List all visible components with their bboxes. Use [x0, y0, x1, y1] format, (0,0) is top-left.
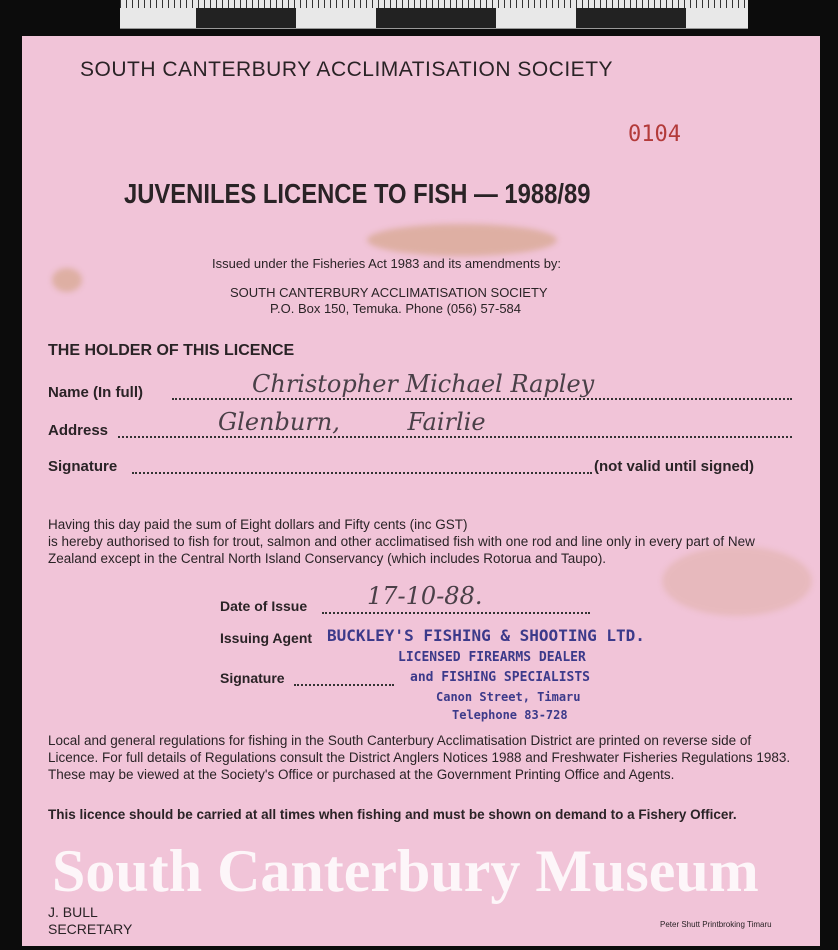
- payment-text: [48, 516, 798, 567]
- licence-document: [22, 36, 820, 946]
- ruler-block: [376, 8, 496, 28]
- museum-watermark: South Canterbury Museum: [52, 838, 759, 904]
- address-line: [118, 436, 792, 438]
- licence-title: JUVENILES LICENCE TO FISH — 1988/89: [124, 178, 591, 209]
- issuer-address: P.O. Box 150, Temuka. Phone (056) 57-584: [270, 301, 522, 316]
- stamp-line: Telephone 83-728: [452, 708, 568, 722]
- address-value: Glenburn, Fairlie: [218, 408, 486, 436]
- secretary-title: SECRETARY: [48, 921, 133, 937]
- name-value: Christopher Michael Rapley: [252, 370, 595, 398]
- authorisation-line: is hereby authorised to fish for trout, salmon and other acclimatised fish with one rod and line only in every part of New Zealand except in the Central North Island Conservancy (which includes Rotorua and Taupo).: [48, 534, 755, 566]
- signature-note: (not valid until signed): [594, 458, 754, 475]
- printer-credit: Peter Shutt Printbroking Timaru: [660, 920, 772, 929]
- signature-label: Signature: [48, 458, 118, 475]
- agent-signature-label: Signature: [220, 670, 285, 686]
- society-heading: SOUTH CANTERBURY ACCLIMATISATION SOCIETY: [80, 58, 614, 81]
- date-line: [322, 612, 590, 614]
- name-label: Name (In full): [48, 384, 144, 401]
- ruler-block: [196, 8, 296, 28]
- stain: [367, 224, 557, 256]
- serial-number: 0104: [628, 122, 681, 147]
- stamp-line: Canon Street, Timaru: [436, 690, 581, 704]
- holder-heading: THE HOLDER OF THIS LICENCE: [48, 342, 295, 359]
- carry-notice: This licence should be carried at all times when fishing and must be shown on demand to a Fishery Officer.: [48, 807, 737, 822]
- ruler-block: [576, 8, 686, 28]
- issuer-society: SOUTH CANTERBURY ACCLIMATISATION SOCIETY: [230, 285, 548, 300]
- stamp-line: BUCKLEY'S FISHING & SHOOTING LTD.: [327, 626, 645, 645]
- stamp-line: and FISHING SPECIALISTS: [410, 670, 591, 685]
- secretary-name: J. BULL: [48, 904, 98, 920]
- date-label: Date of Issue: [220, 598, 308, 614]
- agent-signature-line: [294, 684, 394, 686]
- issued-under: Issued under the Fisheries Act 1983 and its amendments by:: [212, 256, 562, 271]
- date-value: 17-10-88.: [367, 582, 483, 610]
- regulations-text: Local and general regulations for fishing in the South Canterbury Acclimatisation District are printed on reverse side of Licence. For full details of Regulations consult the District Anglers Notices 1988 and Freshwater Fisheries Regulations 1983. These may be viewed at the Society's Office or purchased at the Government Printing Office and Agents.: [48, 733, 791, 782]
- stamp-line: LICENSED FIREARMS DEALER: [398, 650, 586, 665]
- stain: [52, 268, 82, 292]
- scale-ruler: [120, 0, 748, 29]
- agent-label: Issuing Agent: [220, 630, 313, 646]
- secretary-block: [48, 904, 132, 938]
- address-label: Address: [48, 422, 109, 439]
- signature-line: [132, 472, 592, 474]
- name-line: [172, 398, 792, 400]
- payment-line: Having this day paid the sum of Eight dollars and Fifty cents (inc GST): [48, 517, 468, 532]
